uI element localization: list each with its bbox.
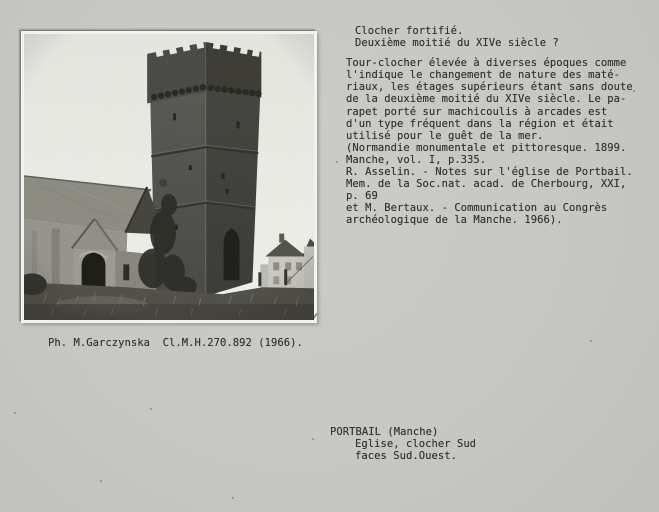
notes-body-line: Manche, vol. I, p.335. [346, 153, 487, 166]
photo-caption: Ph. M.Garczynska Cl.M.H.270.892 (1966). [48, 337, 303, 349]
notes-body-line: Tour-clocher élevée à diverses époques comme [346, 57, 627, 70]
notes-body-line: R. Asselin. - Notes sur l'église de Portbail. [346, 166, 633, 179]
notes-body-line: riaux, les étages supérieurs étant sans doute [346, 81, 633, 94]
paper-speck [100, 480, 102, 482]
notes-body-line: archéologique de la Manche. 1966). [346, 214, 563, 227]
paper-speck [312, 438, 314, 440]
paper-speck [232, 497, 234, 499]
location-line: PORTBAIL (Manche) [330, 426, 439, 438]
paper-speck [14, 412, 16, 414]
paper-speck [590, 340, 592, 342]
notes-block [346, 25, 633, 227]
notes-body-line: rapet porté sur machicoulis à arcades est [346, 105, 608, 118]
location-block [330, 426, 476, 462]
photograph [24, 34, 314, 320]
location-line: faces Sud.Ouest. [355, 450, 457, 463]
notes-body-line: utilisé pour le guêt de la mer. [346, 129, 544, 142]
notes-body-line: d'un type fréquent dans la région et était [346, 117, 614, 130]
notes-body-line: de la deuxième moitié du XIVe siècle. Le pa- [346, 93, 627, 106]
notes-body-line: Mem. de la Soc.nat. acad. de Cherbourg, XXI, [346, 178, 627, 191]
location-line: Eglise, clocher Sud [355, 438, 477, 451]
notes-body-line: l'indique le changement de nature des maté- [346, 69, 620, 82]
paper-speck [336, 161, 338, 163]
vignette [24, 34, 314, 320]
notes-body-line: et M. Bertaux. - Communication au Congrès [346, 202, 608, 215]
paper-speck [150, 408, 152, 410]
notes-body-line: (Normandie monumentale et pittoresque. 1899. [346, 141, 627, 154]
notes-title-line: Clocher fortifié. [355, 25, 464, 37]
paper-speck [633, 90, 635, 92]
photograph-frame [21, 31, 317, 323]
notes-title-line: Deuxième moitié du XIVe siècle ? [355, 37, 559, 50]
notes-body-line: p. 69 [346, 190, 378, 203]
